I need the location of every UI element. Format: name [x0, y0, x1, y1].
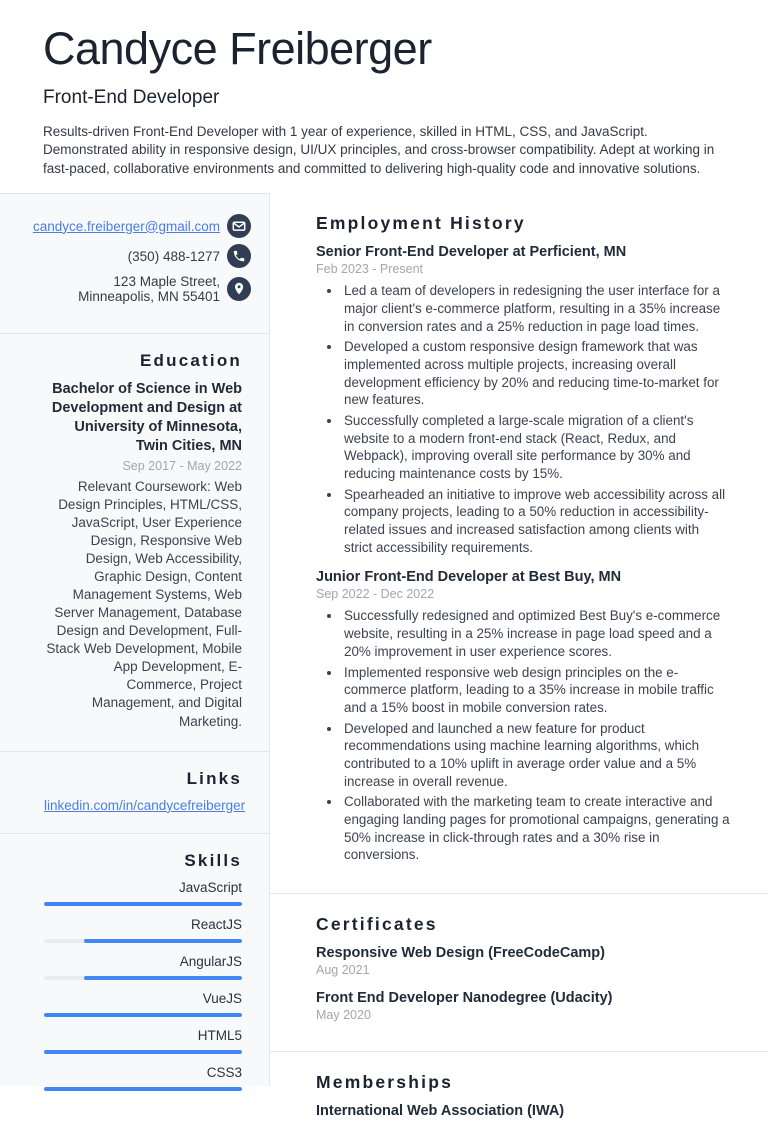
- job-bullet: • Successfully completed a large-scale migration of a client's website to a modern front-end stack (React, Redux, and Webpack), improving overall site performance by 30% and reducing maintenance costs by 15%.: [342, 412, 730, 483]
- employment-section: [270, 193, 768, 893]
- membership-title: International Web Association (IWA): [316, 1103, 565, 1120]
- skill-name: CSS3: [206, 1064, 242, 1080]
- jobs-list: [316, 244, 730, 864]
- skill-bar-track: [44, 1050, 242, 1054]
- links-list: [44, 797, 246, 813]
- job-date: Sep 2022 - Dec 2022: [316, 587, 435, 602]
- email-icon: [227, 214, 251, 238]
- resume-header: [0, 0, 768, 193]
- certificate-entry: [316, 990, 730, 1022]
- job-title: Junior Front-End Developer at Best Buy, MN: [316, 569, 622, 586]
- memberships-section: [270, 1051, 768, 1148]
- phone-number: (350) 488-1277: [127, 248, 220, 264]
- certificates-list: [316, 945, 730, 1022]
- skill-item: [44, 917, 242, 943]
- skill-name: JavaScript: [178, 879, 242, 895]
- skill-item: [44, 1065, 242, 1091]
- person-name: Candyce Freiberger: [43, 23, 432, 74]
- contact-email-row: [20, 214, 251, 238]
- certificate-date: May 2020: [316, 1008, 371, 1023]
- sidebar: [0, 193, 270, 1086]
- linkedin-link[interactable]: linkedin.com/in/candycefreiberger: [44, 797, 246, 813]
- links-section: [0, 751, 269, 833]
- job-bullet: • Spearheaded an initiative to improve web accessibility across all company projects, leading to a 50% reduction in accessibility-related issues and increased satisfaction among clients with strict accessibility requirements.: [342, 486, 730, 557]
- person-job-title: Front-End Developer: [43, 86, 220, 108]
- education-degree: Bachelor of Science in Web Development and Design at University of Minnesota, Twin Cities, MN: [51, 381, 242, 454]
- skill-name: AngularJS: [179, 953, 242, 969]
- contact-address-row: [20, 274, 251, 304]
- job-entry: [316, 244, 730, 556]
- skill-bar-fill: [84, 939, 242, 943]
- skill-item: [44, 880, 242, 906]
- main-column: [270, 193, 768, 1120]
- skill-name: VueJS: [202, 990, 242, 1006]
- link-row: [44, 797, 246, 813]
- job-bullet: • Successfully redesigned and optimized Best Buy's e-commerce website, resulting in a 25% increase in page load speed and a 20% improvement in user experience scores.: [342, 607, 730, 660]
- education-coursework: Relevant Coursework: Web Design Principles, HTML/CSS, JavaScript, User Experience Design, Responsive Web Design, Web Accessibility, Graphic Design, Content Management Systems, Web Server Management, Database Design and Development, Full-Stack Web Development, Mobile App Development, E-Commerce, Project Management, and Digital Marketing.: [46, 478, 242, 729]
- links-heading: Links: [186, 768, 242, 788]
- skill-bar-track: [44, 1087, 242, 1091]
- job-bullet: • Developed and launched a new feature for product recommendations using machine learning algorithms, which contributed to a 10% uplift in average order value and a 5% increase in overall revenue.: [342, 720, 730, 791]
- profile-summary: Results-driven Front-End Developer with 1 year of experience, skilled in HTML, CSS, and JavaScript. Demonstrated ability in responsive design, UI/UX principles, and cross-browser compatibility. Adept at working in fast-paced, collaborative environments and committed to delivering high-quality code and innovative solutions.: [43, 123, 715, 177]
- certificate-entry: [316, 945, 730, 977]
- email-link[interactable]: candyce.freiberger@gmail.com: [32, 218, 220, 234]
- education-section: [0, 333, 269, 750]
- skills-list: [44, 880, 242, 1091]
- job-bullets: [316, 607, 730, 864]
- skill-item: [44, 1028, 242, 1054]
- skills-heading: Skills: [184, 850, 242, 870]
- certificate-title: Front End Developer Nanodegree (Udacity): [316, 990, 613, 1007]
- resume-body: [0, 193, 768, 1120]
- phone-icon: [227, 244, 251, 268]
- skill-bar-fill: [84, 976, 242, 980]
- membership-entry: [316, 1103, 730, 1119]
- skill-bar-fill: [44, 902, 242, 906]
- contact-phone-row: [20, 244, 251, 268]
- address-text: 123 Maple Street, Minneapolis, MN 55401: [78, 274, 220, 305]
- skill-bar-track: [44, 976, 242, 980]
- job-date: Feb 2023 - Present: [316, 262, 424, 277]
- certificates-heading: Certificates: [316, 914, 438, 935]
- skill-bar-fill: [44, 1013, 242, 1017]
- education-date: Sep 2017 - May 2022: [122, 458, 242, 473]
- job-bullets: [316, 282, 730, 556]
- job-bullet: • Collaborated with the marketing team to create interactive and engaging landing pages for promotional campaigns, generating a 50% increase in click-through rates and a 30% rise in conversions.: [342, 793, 730, 864]
- job-bullet: • Led a team of developers in redesigning the user interface for a major client's e-commerce platform, resulting in a 35% increase in conversion rates and a 25% reduction in page load times.: [342, 282, 730, 335]
- memberships-list: [316, 1103, 730, 1119]
- certificate-date: Aug 2021: [316, 963, 370, 978]
- skill-name: ReactJS: [190, 916, 242, 932]
- skill-item: [44, 991, 242, 1017]
- skill-bar-track: [44, 1013, 242, 1017]
- employment-heading: Employment History: [316, 213, 526, 234]
- skill-name: HTML5: [197, 1027, 242, 1043]
- job-title: Senior Front-End Developer at Perficient, MN: [316, 244, 627, 261]
- skill-item: [44, 954, 242, 980]
- skill-bar-track: [44, 939, 242, 943]
- skill-bar-fill: [44, 1050, 242, 1054]
- contact-section: [0, 194, 269, 333]
- job-bullet: • Developed a custom responsive design framework that was implemented across multiple projects, increasing overall development efficiency by 20% and reducing time-to-market for new features.: [342, 338, 730, 409]
- certificates-section: [270, 893, 768, 1051]
- skill-bar-fill: [44, 1087, 242, 1091]
- skill-bar-track: [44, 902, 242, 906]
- location-icon: [227, 277, 251, 301]
- certificate-title: Responsive Web Design (FreeCodeCamp): [316, 945, 605, 962]
- job-bullet: • Implemented responsive web design principles on the e-commerce platform, leading to a 35% increase in mobile traffic and a 15% boost in mobile conversion rates.: [342, 664, 730, 717]
- skills-section: [0, 833, 269, 1091]
- memberships-heading: Memberships: [316, 1072, 454, 1093]
- education-heading: Education: [140, 351, 242, 371]
- job-entry: [316, 569, 730, 864]
